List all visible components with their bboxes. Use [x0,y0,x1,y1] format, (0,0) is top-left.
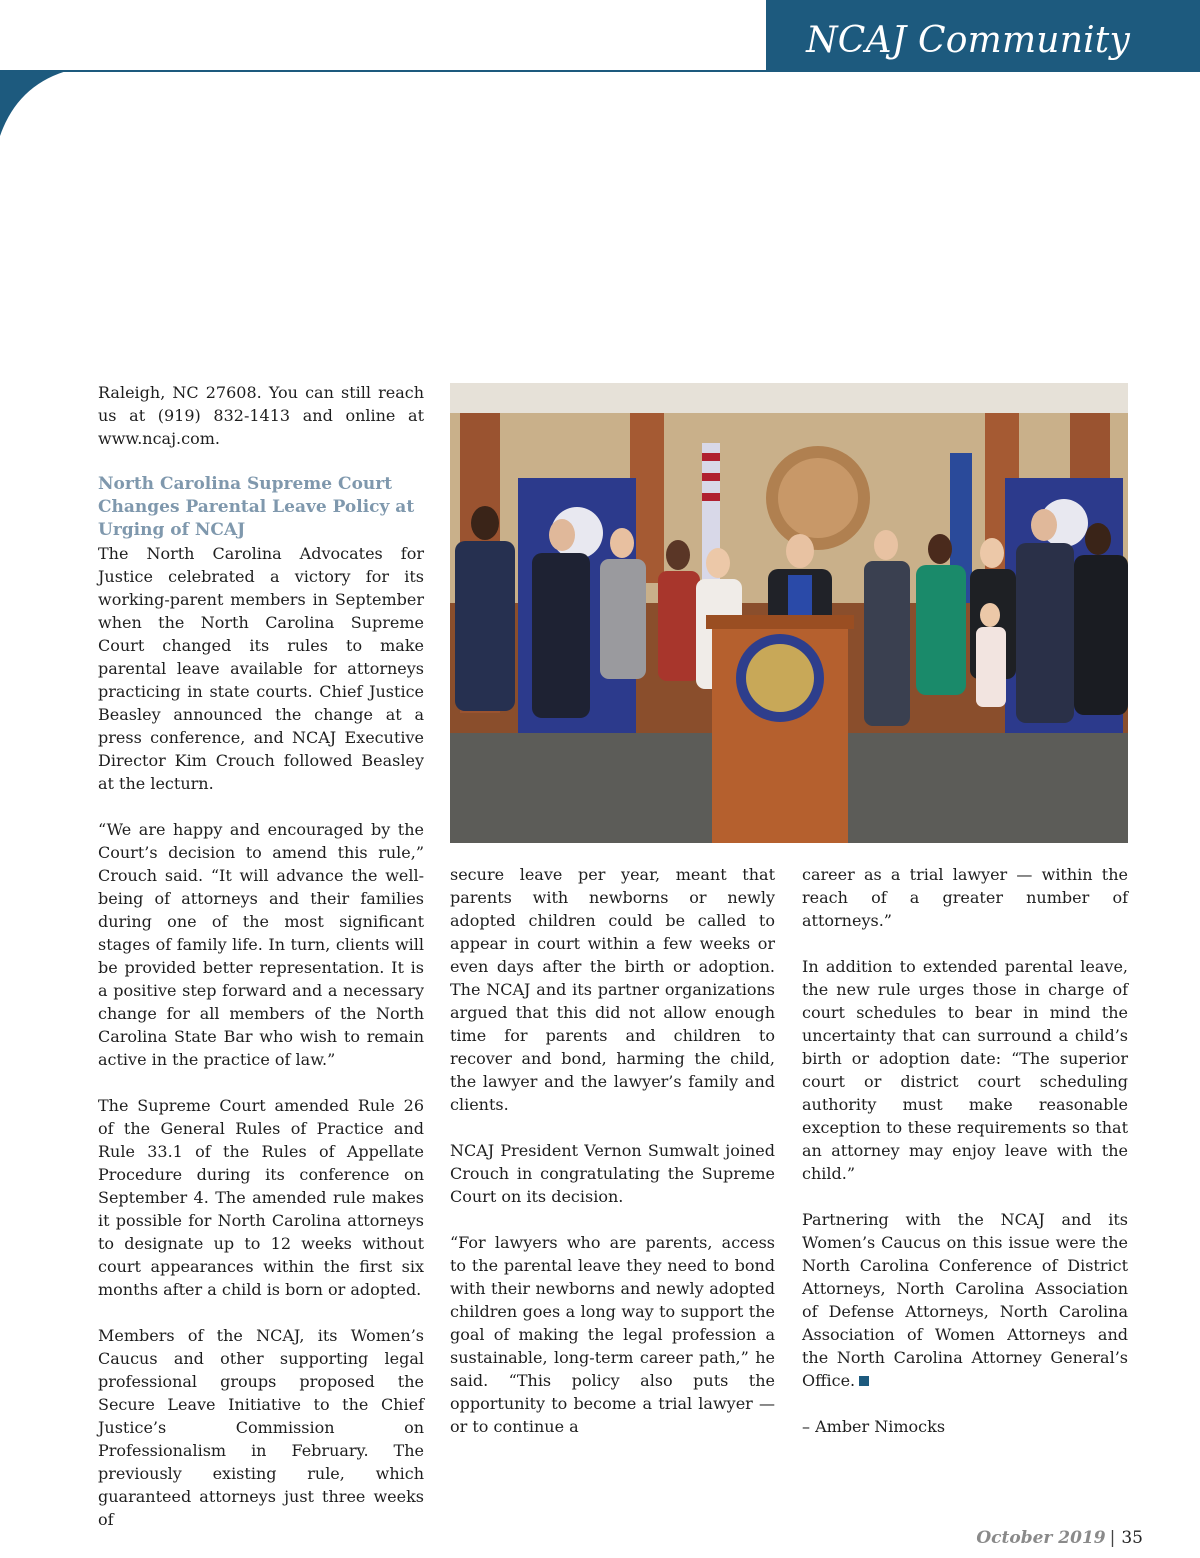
article-paragraph: “We are happy and encouraged by the Court’s decision to amend this rule,” Crouch said. “It will advance the well-being of attorneys and their families during one of the most significant stages of family life. In turn, clients will be provided better representation. It is a positive step forward and a necessary change for all members of the North Carolina State Bar who wish to remain active in the practice of law.” [98,820,424,1069]
article-paragraph-text: Partnering with the NCAJ and its Women’s Caucus on this issue were the North Carolina Conference of District Attorneys, North Carolina Association of Defense Attorneys, North Carolina Association of Women Attorneys and the North Carolina Attorney General’s Office. [802,1210,1128,1390]
article-paragraph [802,1208,1128,1392]
page-number: 35 [1121,1528,1143,1548]
header-corner-ornament [0,70,70,136]
article-headline: North Carolina Supreme Court Changes Parental Leave Policy at Urging of NCAJ [98,474,415,540]
article-column-2 [450,863,775,1438]
byline: – Amber Nimocks [802,1417,946,1436]
article-paragraph: secure leave per year, meant that parents with newborns or newly adopted children could be called to appear in court within a few weeks or even days after the birth or adoption. The NCAJ and its partner organizations argued that this did not allow enough time for parents and children to recover and bond, harming the child, the lawyer and the lawyer’s family and clients. [450,865,775,1114]
article-paragraph: career as a trial lawyer — within the reach of a greater number of attorneys.” [802,865,1128,930]
article-paragraph: In addition to extended parental leave, the new rule urges those in charge of court schedules to bear in mind the uncertainty that can surround a child’s birth or adoption date: “The superior court or district court scheduling authority must make reasonable exception to these requirements so that an attorney may enjoy leave with the child.” [802,957,1128,1183]
issue-date: October 2019 [976,1528,1106,1548]
section-title: NCAJ Community [806,20,1130,61]
contact-paragraph: Raleigh, NC 27608. You can still reach us at (919) 832-1413 and online at www.ncaj.com. [98,383,424,448]
article-paragraph: NCAJ President Vernon Sumwalt joined Crouch in congratulating the Supreme Court on its decision. [450,1141,775,1206]
page-footer [976,1528,1143,1548]
article-paragraph: The North Carolina Advocates for Justice celebrated a victory for its working-parent members in September when the North Carolina Supreme Court changed its rules to make parental leave available for attorneys practicing in state courts. Chief Justice Beasley announced the change at a press conference, and NCAJ Executive Director Kim Crouch followed Beasley at the lecturn. [98,544,424,793]
article-column-3 [802,863,1128,1438]
article-paragraph: “For lawyers who are parents, access to the parental leave they need to bond with their newborns and newly adopted children goes a long way to support the goal of making the legal profession a sustainable, long-term career path,” he said. “This policy also puts the opportunity to become a trial lawyer — or to continue a [450,1233,775,1436]
article-paragraph: The Supreme Court amended Rule 26 of the General Rules of Practice and Rule 33.1 of the Rules of Appellate Procedure during its conference on September 4. The amended rule makes it possible for North Carolina attorneys to designate up to 12 weeks without court appearances within the first six months after a child is born or adopted. [98,1096,424,1299]
press-conference-photo [450,383,1128,843]
end-of-article-square-icon [859,1376,869,1386]
footer-separator: | [1109,1528,1116,1548]
article-column-1 [98,381,424,1531]
section-header-tab [766,0,1200,71]
article-paragraph: Members of the NCAJ, its Women’s Caucus and other supporting legal professional groups proposed the Secure Leave Initiative to the Chief Justice’s Commission on Professionalism in February. The previously existing rule, which guaranteed attorneys just three weeks of [98,1326,424,1529]
